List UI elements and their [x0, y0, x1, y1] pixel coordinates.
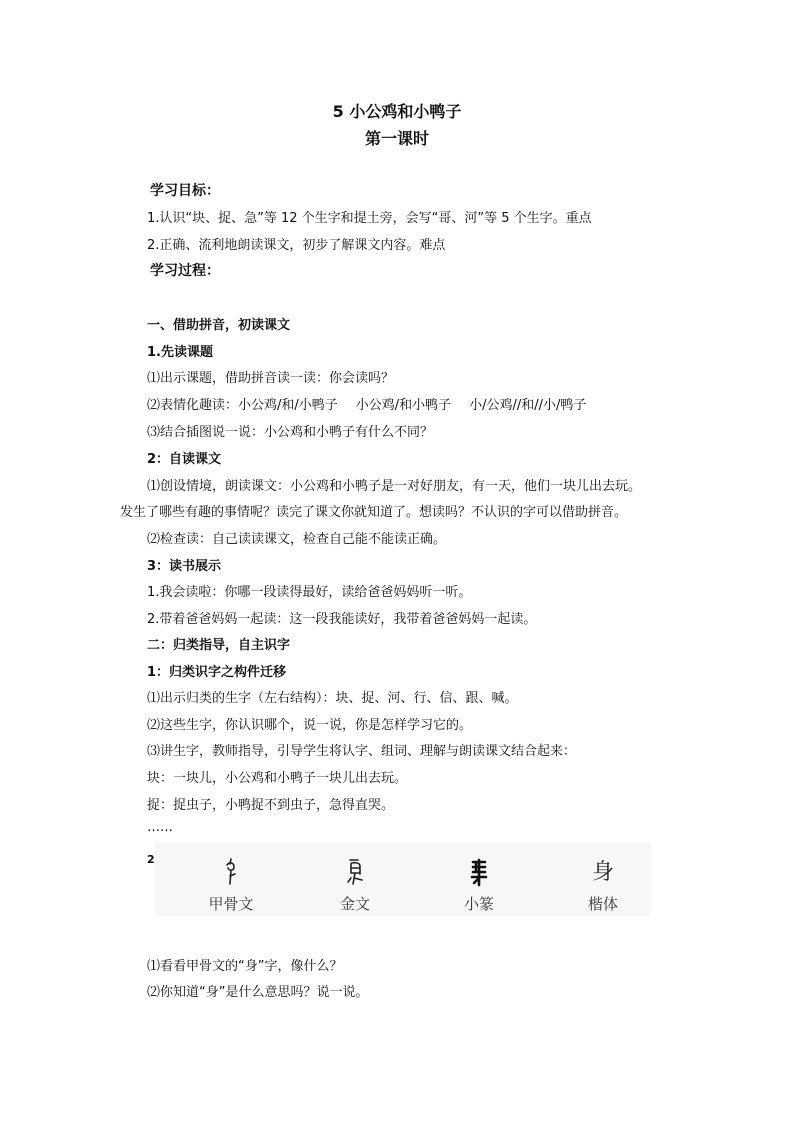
reading-pattern: ⑵表情化趣读：小公鸡/和/小鸭子 — [147, 398, 338, 413]
figure-label: 甲骨文 — [208, 895, 254, 913]
ellipsis: …… — [147, 820, 173, 835]
oracle-bone-shen-icon — [169, 856, 293, 890]
objective-item: 2.正确、流利地朗读课文，初步了解课文内容。难点 — [147, 238, 446, 253]
list-item — [147, 397, 586, 415]
figure-label: 金文 — [339, 895, 370, 913]
seal-shen-icon — [417, 856, 541, 890]
list-item: ⑶结合插图说一说：小公鸡和小鸭子有什么不同？ — [147, 425, 434, 440]
list-item: ⑴出示课题，借助拼音读一读：你会读吗？ — [147, 371, 395, 386]
bronze-shen-icon — [293, 856, 417, 890]
objective-item: 1.认识“块、捉、急”等 12 个生字和提土旁，会写“哥、河”等 5 个生字。重点 — [147, 211, 592, 226]
reading-pattern: 小公鸡/和小鸭子 — [355, 398, 452, 413]
regular-shen-icon: 身 — [591, 860, 614, 885]
list-item: 2.带着爸爸妈妈一起读：这一段我能读好，我带着爸爸妈妈一起读。 — [147, 612, 537, 627]
paragraph-line: ⑴创设情境，朗读课文：小公鸡和小鸭子是一对好朋友，有一天，他们一块儿出去玩。 — [147, 479, 642, 494]
section1-part1-heading: 1.先读课题 — [147, 345, 213, 360]
part2-number: 2 — [147, 853, 155, 866]
section1-part3-heading: 3：读书展示 — [147, 559, 222, 574]
section2-heading: 二：归类指导，自主识字 — [147, 638, 291, 653]
list-item: ⑶讲生字，教师指导，引导学生将认字、组词、理解与朗读课文结合起来： — [147, 744, 577, 759]
figure-item-oracle — [169, 842, 293, 916]
section1-heading: 一、借助拼音，初读课文 — [147, 318, 291, 333]
figure-label: 小篆 — [463, 895, 494, 913]
lesson-title: 5 小公鸡和小鸭子 — [332, 102, 462, 121]
list-item: ⑵这些生字，你认识哪个，说一说，你是怎样学习它的。 — [147, 718, 473, 733]
list-item: 捉：捉虫子，小鸭捉不到虫子，急得直哭。 — [147, 798, 395, 813]
paragraph-line: 发生了哪些有趣的事情呢？读完了课文你就知道了。想读吗？不认识的字可以借助拼音。 — [120, 505, 628, 520]
section2-part1-heading: 1：归类识字之构件迁移 — [147, 665, 287, 680]
list-item: 块：一块儿，小公鸡和小鸭子一块儿出去玩。 — [147, 771, 408, 786]
section1-part2-heading: 2：自读课文 — [147, 452, 222, 467]
figure-item-seal — [417, 842, 541, 916]
figure-item-bronze — [293, 842, 417, 916]
figure-label: 楷体 — [587, 895, 618, 913]
figure-item-regular — [541, 842, 665, 916]
list-item: 1.我会读啦：你哪一段读得最好，读给爸爸妈妈听一听。 — [147, 585, 472, 600]
objectives-heading: 学习目标： — [150, 183, 220, 199]
reading-pattern: 小/公鸡//和//小/鸭子 — [469, 398, 587, 413]
list-item: ⑴看看甲骨文的“身”字，像什么？ — [147, 959, 343, 974]
process-heading: 学习过程： — [150, 263, 220, 279]
list-item: ⑵你知道“身”是什么意思吗？说一说。 — [147, 985, 369, 1000]
paragraph: ⑵检查读：自己读读课文，检查自己能不能读正确。 — [147, 532, 447, 547]
lesson-subtitle: 第一课时 — [364, 129, 429, 148]
script-evolution-figure — [155, 842, 651, 916]
list-item: ⑴出示归类的生字（左右结构）：块、捉、河、行、信、跟、喊。 — [147, 691, 518, 706]
